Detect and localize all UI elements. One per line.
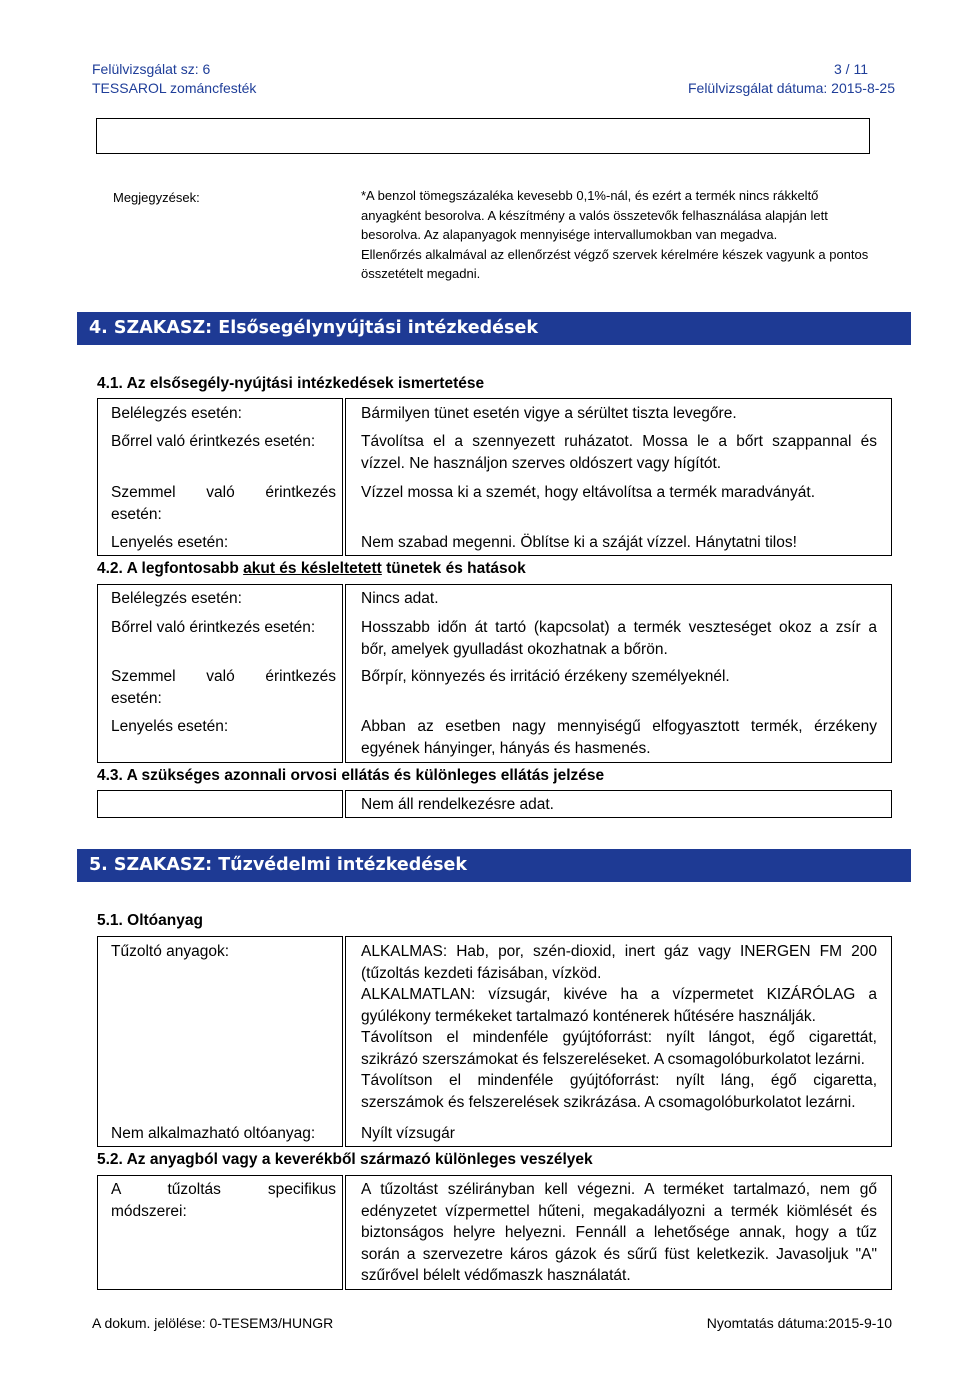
page-number: 3 / 11 (834, 61, 868, 77)
section-4-title: 4. SZAKASZ: Elsősegélynyújtási intézkedések (77, 312, 911, 345)
subsection-5-1-title: 5.1. Oltóanyag (97, 912, 203, 929)
extinguishing-media-label: Tűzoltó anyagok: (111, 943, 230, 960)
specific-methods-label: A tűzoltás specifikus módszerei: (111, 1181, 336, 1220)
revision-number: Felülvizsgálat sz: 6 (92, 61, 211, 77)
inhalation-value: Bármilyen tünet esetén vigye a sérültet tiszta levegőre. (361, 405, 737, 422)
product-name: TESSAROL zománcfesték (92, 80, 257, 96)
labels-box-5-1 (97, 936, 343, 1147)
ingestion-value-2: Abban az esetben nagy mennyiségű elfogyasztott termék, érzékeny egyének hányinger, hányás és hasmenés. (361, 718, 877, 757)
labels-box-4-3 (97, 790, 343, 818)
inhalation-label: Belélegzés esetén: (111, 405, 242, 422)
subsection-5-2-title: 5.2. Az anyagból vagy a keverékből származó különleges veszélyek (97, 1151, 593, 1168)
subsection-4-3-title: 4.3. A szükséges azonnali orvosi ellátás és különleges ellátás jelzése (97, 767, 605, 784)
print-date: Nyomtatás dátuma:2015-9-10 (706, 1315, 892, 1331)
extinguishing-media-value: ALKALMAS: Hab, por, szén-dioxid, inert gáz vagy INERGEN FM 200 (tűzoltás kezdeti fázisában, vízköd. ALKALMATLAN: vízsugár, kivéve ha a vízpermetet KIZÁRÓLAG a gyúlékony termékeket tartalmazó konténerek hűtésére használják. Távolítson el mindenféle gyújtóforrást: nyílt lángot, égő cigarettát, szikrázó szerszámokat és felszereléseket. A csomagolóburkolatot lezárni. Távolítson el mindenféle gyújtóforrást: nyílt láng, égő cigaretta, szerszámok és felszerelések szikrázása. A csomagolóburkolatot lezárni. (361, 943, 877, 1111)
eye-contact-label-2: Szemmel való érintkezés esetén: (111, 668, 336, 707)
remarks-label: Megjegyzések: (113, 190, 200, 205)
skin-contact-value: Távolítsa el a szennyezett ruházatot. Mossa le a bőrt szappannal és vízzel. Ne használjon szerves oldószert vagy hígítót. (361, 433, 877, 472)
eye-contact-value: Vízzel mossa ki a szemét, hogy eltávolítsa a termék maradványát. (361, 484, 815, 501)
section-5-title: 5. SZAKASZ: Tűzvédelmi intézkedések (77, 849, 911, 882)
subsection-4-1-title: 4.1. Az elsősegély-nyújtási intézkedések ismertetése (97, 375, 485, 392)
specific-methods-value: A tűzoltást szélirányban kell végezni. A terméket tartalmazó, nem gő edényzetet vízpermettel hűteni, megakadályozni a termék kiömlését és biztonságos helyre helyezni. Fennáll a lehetősége annak, hogy a tűz során a szervezetre káros gázok és sűrű füst keletkezik. Javasoljuk "A" szűrővel bélelt védőmaszk használatát. (361, 1181, 877, 1284)
eye-contact-label: Szemmel való érintkezés esetén: (111, 484, 336, 523)
empty-header-box (96, 118, 870, 154)
revision-date: Felülvizsgálat dátuma: 2015-8-25 (687, 80, 895, 96)
ingestion-value: Nem szabad megenni. Öblítse ki a száját vízzel. Hánytatni tilos! (361, 534, 797, 551)
medical-attention-value: Nem áll rendelkezésre adat. (361, 796, 554, 813)
skin-contact-label: Bőrrel való érintkezés esetén: (111, 433, 316, 450)
inhalation-value-2: Nincs adat. (361, 590, 439, 607)
subsection-4-2-title: 4.2. A legfontosabb akut és késleltetett tünetek és hatások (97, 560, 526, 577)
remarks-text: *A benzol tömegszázaléka kevesebb 0,1%-nál, és ezért a termék nincs rákkeltő anyagként besorolva. A készítmény a valós összetevők felhasználása alapján lett besorolva. Az alapanyagok mennyisége intervallumokban van megadva. Ellenőrzés alkalmával az ellenőrzést végző szervek kérelmére készek vagyunk a pontos összetételt megadni. (361, 188, 869, 281)
eye-contact-value-2: Bőrpír, könnyezés és irritáció érzékeny személyeknél. (361, 668, 730, 685)
ingestion-label: Lenyelés esetén: (111, 534, 229, 551)
ingestion-label-2: Lenyelés esetén: (111, 718, 229, 735)
inhalation-label-2: Belélegzés esetén: (111, 590, 242, 607)
skin-contact-label-2: Bőrrel való érintkezés esetén: (111, 619, 316, 636)
document-id: A dokum. jelölése: 0-TESEM3/HUNGR (92, 1315, 334, 1331)
unsuitable-media-label: Nem alkalmazható oltóanyag: (111, 1125, 316, 1142)
unsuitable-media-value: Nyílt vízsugár (361, 1125, 455, 1142)
skin-contact-value-2: Hosszabb időn át tartó (kapcsolat) a termék veszteséget okoz a zsír a bőr, amelyek gyulladást okozhatnak a bőrön. (361, 619, 877, 658)
